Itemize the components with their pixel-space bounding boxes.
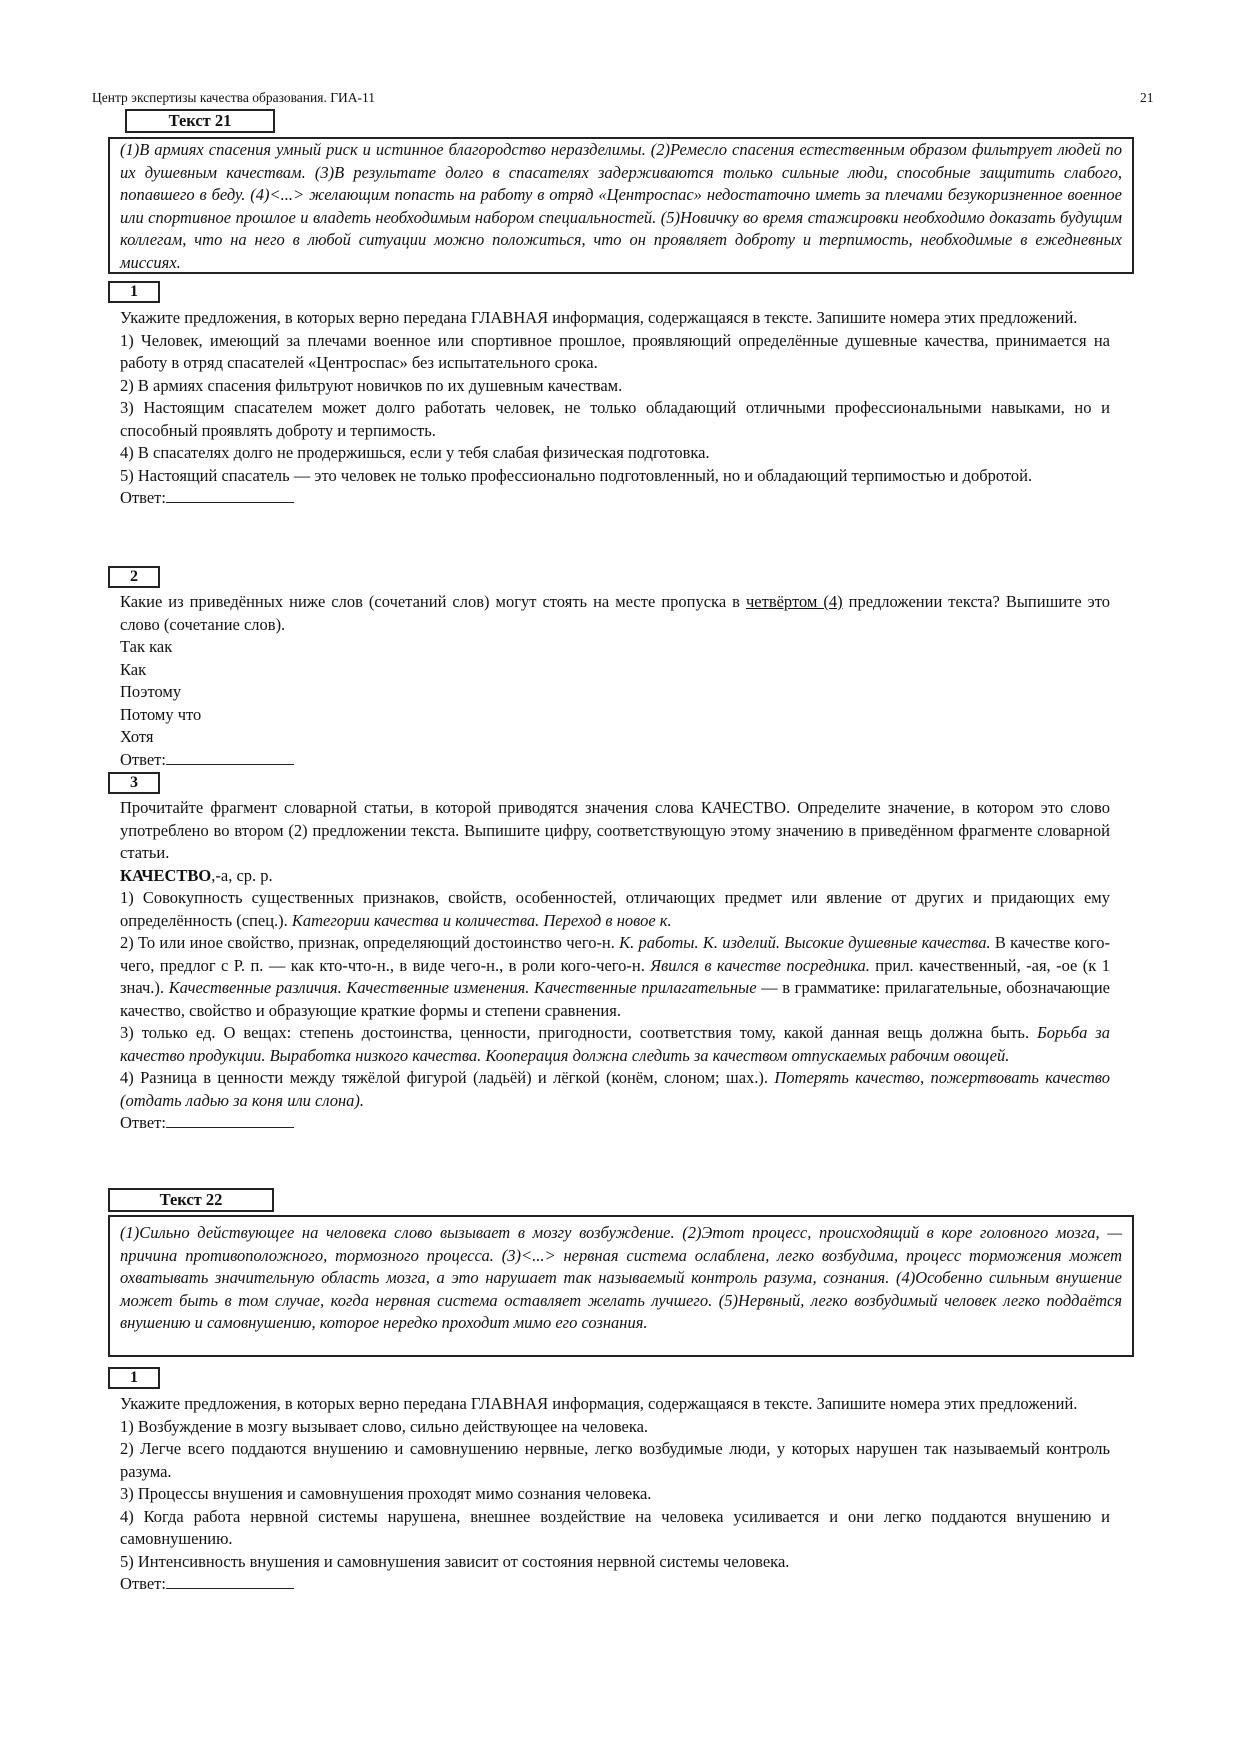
meaning-text: 4) Разница в ценности между тяжёлой фигурой (ладьёй) и лёгкой (конём, слоном; шах.). bbox=[120, 1068, 775, 1087]
headword-grammar: ,-а, ср. р. bbox=[211, 865, 273, 885]
t21-q2-option-3: Поэтому bbox=[120, 682, 182, 701]
t21-q2-block bbox=[120, 591, 1110, 771]
t21-q1-option-3: 3) Настоящим спасателем может долго работать человек, не только обладающий отличными профессиональными навыками, но и способный проявлять доброту и терпимость. bbox=[120, 398, 1110, 440]
t21-q2-option-4: Потому что bbox=[120, 704, 202, 724]
text22-label: Текст 22 bbox=[108, 1188, 274, 1212]
answer-label: Ответ: bbox=[120, 1113, 166, 1132]
t21-q3-meaning-3 bbox=[120, 1022, 1110, 1067]
meaning-text: — в грамматике: прилагательные, обозначающие качество, свойство и образующие краткие формы и степени сравнения. bbox=[120, 978, 1110, 1020]
header-center-title: Центр экспертизы качества образования. ГИА-11 bbox=[92, 90, 375, 105]
prompt-text: Какие из приведённых ниже слов (сочетаний слов) могут стоять на месте пропуска в bbox=[120, 592, 746, 611]
t21-q3-meaning-4 bbox=[120, 1067, 1110, 1112]
t21-q3-block bbox=[120, 797, 1110, 1135]
t21-q3-number: 3 bbox=[108, 772, 160, 794]
t22-q1-option-4: 4) Когда работа нервной системы нарушена, внешнее воздействие на человека усиливается и они легко поддаются внушению и самовнушению. bbox=[120, 1506, 1110, 1548]
text22-body-box bbox=[108, 1215, 1134, 1357]
t21-q2-prompt bbox=[120, 591, 1110, 636]
meaning-example: Качественные различия. Качественные изменения. Качественные прилагательные bbox=[168, 978, 757, 997]
t22-q1-option-2: 2) Легче всего поддаются внушению и самовнушению нервные, легко возбудимые люди, у которых нарушен так называемый контроль разума. bbox=[120, 1439, 1110, 1481]
t21-q3-meaning-1 bbox=[120, 887, 1110, 932]
t21-q1-prompt: Укажите предложения, в которых верно передана ГЛАВНАЯ информация, содержащаяся в тексте. Запишите номера этих предложений. bbox=[120, 308, 1078, 327]
answer-label: Ответ: bbox=[120, 488, 166, 507]
t21-q2-answer bbox=[120, 749, 1110, 772]
t21-q1-option-4: 4) В спасателях долго не продержишься, если у тебя слабая физическая подготовка. bbox=[120, 443, 710, 462]
meaning-example: Потерять качество, пожертвовать качество (отдать ладью за коня или слона). bbox=[120, 1068, 1110, 1110]
t22-q1-option-5: 5) Интенсивность внушения и самовнушения зависит от состояния нервной системы человека. bbox=[120, 1551, 790, 1571]
meaning-example: Явился в качестве посредника. bbox=[650, 955, 870, 975]
t22-q1-option-3: 3) Процессы внушения и самовнушения проходят мимо сознания человека. bbox=[120, 1484, 652, 1503]
t21-q3-answer bbox=[120, 1112, 1110, 1135]
meaning-text: В качестве кого-чего, предлог с Р. п. — как кто-что-н., в виде чего-н., в роли кого-чего-н. bbox=[120, 933, 1110, 975]
meaning-text: прил. качественный, -ая, -ое (к 1 знач.). bbox=[120, 955, 1110, 997]
text22-body: (1)Сильно действующее на человека слово вызывает в мозгу возбуждение. (2)Этот процесс, происходящий в коре головного мозга, — причина противоположного, тормозного процесса. (3)<...> нервная система ослаблена, легко возбудима, процесс торможения может охватывать значительную область мозга, а это нарушает так называемый контроль разума, сознания. (4)Особенно сильным внушение может быть в том случае, когда нервная система оставляет желать лучшего. (5)Нервный, легко возбудимый человек легко поддаётся внушению и самовнушению, которое нередко проходит мимо его сознания. bbox=[120, 1223, 1122, 1332]
t21-q2-number: 2 bbox=[108, 566, 160, 588]
t21-q1-number: 1 bbox=[108, 281, 160, 303]
answer-label: Ответ: bbox=[120, 749, 166, 769]
t21-q2-option-5: Хотя bbox=[120, 727, 154, 746]
answer-label: Ответ: bbox=[120, 1574, 166, 1593]
text21-body: (1)В армиях спасения умный риск и истинное благородство неразделимы. (2)Ремесло спасения естественным образом фильтрует людей по их душевным качествам. (3)В результате долго в спасателях задерживаются только сильные люди, способные защитить слабого, попавшего в беду. (4)<...> желающим попасть на работу в отряд «Центроспас» недостаточно иметь за плечами безукоризненное военное или спортивное прошлое и владеть необходимым набором специальностей. (5)Новичку во время стажировки необходимо доказать будущим коллегам, что на него в любой ситуации можно положиться, что он проявляет доброту и терпимость, необходимые в ежедневных миссиях. bbox=[120, 140, 1122, 272]
meaning-example: Категории качества и количества. Переход в новое к. bbox=[291, 910, 672, 930]
t22-q1-number: 1 bbox=[108, 1367, 160, 1389]
t22-q1-prompt: Укажите предложения, в которых верно передана ГЛАВНАЯ информация, содержащаяся в тексте. Запишите номера этих предложений. bbox=[120, 1394, 1078, 1413]
t21-q2-option-2: Как bbox=[120, 659, 147, 679]
t21-q3-headword bbox=[120, 865, 1110, 888]
text21-body-box bbox=[108, 137, 1134, 274]
t21-q3-prompt: Прочитайте фрагмент словарной статьи, в которой приводятся значения слова КАЧЕСТВО. Определите значение, в котором это слово употреблено во втором (2) предложении текста. Выпишите цифру, соответствующую этому значению в приведённом фрагменте словарной статьи. bbox=[120, 798, 1110, 862]
prompt-text: предложении текста? Выпишите это слово (сочетание слов). bbox=[120, 592, 1111, 634]
meaning-example: Борьба за качество продукции. Выработка низкого качества. Кооперация должна следить за качеством отпускаемых рабочим овощей. bbox=[120, 1023, 1110, 1065]
text21-label: Текст 21 bbox=[125, 109, 275, 133]
t21-q1-block bbox=[120, 307, 1110, 510]
page-number: 21 bbox=[1140, 90, 1154, 105]
answer-line[interactable] bbox=[166, 749, 294, 765]
prompt-underlined: четвёртом (4) bbox=[745, 592, 843, 611]
t21-q1-answer bbox=[120, 487, 1110, 510]
meaning-example: К. работы. К. изделий. Высокие душевные качества. bbox=[619, 933, 991, 952]
answer-line[interactable] bbox=[166, 1112, 294, 1128]
t21-q1-option-1: 1) Человек, имеющий за плечами военное или спортивное прошлое, проявляющий определённые душевные качества, принимается на работу в отряд спасателей «Центроспас» без испытательного срока. bbox=[120, 330, 1110, 372]
answer-line[interactable] bbox=[166, 487, 294, 503]
t22-q1-block bbox=[120, 1393, 1110, 1596]
answer-line[interactable] bbox=[166, 1573, 294, 1589]
headword: КАЧЕСТВО bbox=[120, 865, 212, 885]
t22-q1-answer bbox=[120, 1573, 1110, 1596]
meaning-text: 1) Совокупность существенных признаков, свойств, особенностей, отличающих предмет или явление от других и придающих ему определённость (спец.). bbox=[120, 888, 1110, 930]
t21-q1-option-5: 5) Настоящий спасатель — это человек не только профессионально подготовленный, но и обладающий терпимостью и добротой. bbox=[120, 465, 1033, 485]
t21-q1-option-2: 2) В армиях спасения фильтруют новичков по их душевным качествам. bbox=[120, 375, 623, 395]
t22-q1-option-1: 1) Возбуждение в мозгу вызывает слово, сильно действующее на человека. bbox=[120, 1416, 649, 1436]
t21-q3-meaning-2 bbox=[120, 932, 1110, 1022]
t21-q2-option-1: Так как bbox=[120, 637, 173, 656]
meaning-text: 2) То или иное свойство, признак, определяющий достоинство чего-н. bbox=[120, 933, 620, 952]
meaning-text: 3) только ед. О вещах: степень достоинства, ценности, пригодности, соответствия тому, какой данная вещь должна быть. bbox=[120, 1023, 1038, 1042]
